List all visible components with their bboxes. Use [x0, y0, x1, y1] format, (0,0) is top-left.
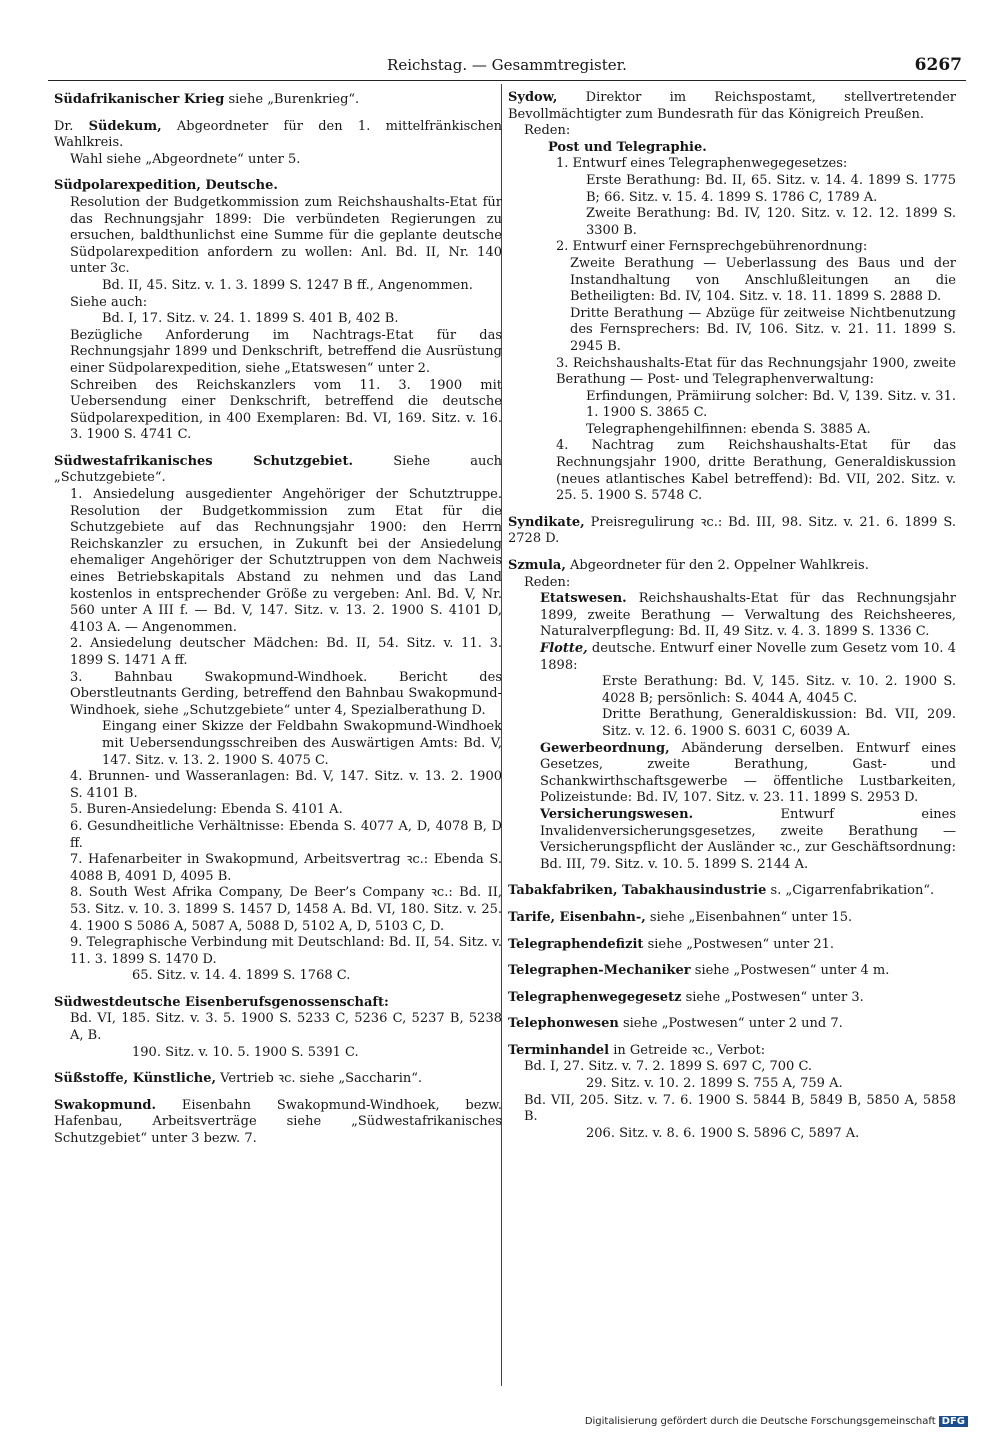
entry-heading: Telegraphendefizit — [508, 936, 644, 952]
index-entry — [54, 119, 502, 169]
entry-line: 8. South West Afrika Company, De Beer’s Company ꝛc.: Bd. II, 53. Sitz. v. 10. 3. 1899 S. 1457 D, 1458 A. Bd. VI, 180. Sitz. v. 25. 4. 1900 S 5086 A, 5087 A, 5088 D, 5102 A, D, 5103 C, D. — [70, 885, 502, 934]
page-number: 6267 — [914, 55, 962, 75]
entry-line: Bd. VI, 185. Sitz. v. 3. 5. 1900 S. 5233 C, 5236 C, 5237 B, 5238 A, B. — [70, 1011, 502, 1044]
entry-heading: Szmula, — [508, 558, 566, 574]
entry-heading: Tarife, Eisenbahn-, — [508, 909, 646, 925]
entry-line: Siehe auch: — [70, 294, 148, 310]
entry-line: Reden: — [524, 123, 571, 139]
index-entry — [54, 454, 502, 985]
subject-heading: Post und Telegraphie. — [548, 139, 707, 155]
index-entry — [508, 515, 956, 548]
subentry-heading: Gewerbeordnung, — [540, 740, 670, 756]
index-entry — [54, 1071, 502, 1088]
credit-text: Digitalisierung gefördert durch die Deutsche Forschungsgemeinschaft — [584, 1416, 936, 1427]
subentry-text: Abänderung derselben. Entwurf eines Gesetzes, zweite Berathung, Gast- und Schankwirthschaftsgewerbe — öffentliche Lustbarkeiten, Polizeistunde: Bd. IV, 107. Sitz. v. 23. 11. 1899 S. 2953 D. — [540, 740, 956, 806]
entry-text: Abgeordneter für den 2. Oppelner Wahlkreis. — [565, 558, 869, 574]
entry-line: Eingang einer Skizze der Feldbahn Swakopmund-Windhoek mit Uebersendungsschreiben des Auswärtigen Amts: Bd. V, 147. Sitz. v. 13. 2. 1900 S. 4075 C. — [102, 719, 502, 768]
entry-line: Schreiben des Reichskanzlers vom 11. 3. 1900 mit Uebersendung einer Denkschrift, betreffend die deutsche Südpolarexpedition, in 400 Exemplaren: Bd. VI, 169. Sitz. v. 16. 3. 1900 S. 4741 C. — [70, 377, 502, 443]
subentry-heading: Versicherungswesen. — [540, 806, 694, 822]
entry-heading: Südafrikanischer Krieg — [54, 92, 225, 107]
entry-line: 4. Brunnen- und Wasseranlagen: Bd. V, 147. Sitz. v. 13. 2. 1900 S. 4101 B. — [70, 769, 502, 801]
entry-prefix: Dr. — [54, 118, 89, 134]
entry-line: Dritte Berathung — Abzüge für zeitweise Nichtbenutzung des Fernsprechers: Bd. IV, 106. Sitz. v. 21. 11. 1899 S. 2945 B. — [570, 305, 956, 354]
entry-line: Bd. VII, 205. Sitz. v. 7. 6. 1900 S. 5844 B, 5849 B, 5850 A, 5858 B. — [524, 1092, 956, 1125]
index-entry — [508, 963, 956, 980]
header-rule — [48, 80, 966, 81]
entry-text: siehe „Eisenbahnen“ unter 15. — [645, 909, 853, 925]
index-entry — [54, 178, 502, 444]
entry-line: Telegraphengehilfinnen: ebenda S. 3885 A. — [586, 421, 871, 437]
index-entry — [508, 883, 956, 900]
entry-text: Abgeordneter für den 1. mittelfränkischen Wahlkreis. — [54, 118, 502, 151]
entry-line: Resolution der Budgetkommission zum Reichshaushalts-Etat für das Rechnungsjahr 1899: Die verbündeten Regierungen zu ersuchen, baldthunlichst eine Summe für die geplante deutsche Südpolarexpedition anfordern zu wollen: Anl. Bd. II, Nr. 140 unter 3c. — [70, 194, 502, 277]
entry-text: in Getreide ꝛc., Verbot: — [609, 1042, 766, 1058]
entry-line: 3. Reichshaushalts-Etat für das Rechnungsjahr 1900, zweite Berathung — Post- und Telegraphenverwaltung: — [556, 355, 956, 388]
entry-heading: Süßstoffe, Künstliche, — [54, 1071, 216, 1087]
entry-heading: Tabakfabriken, Tabakhausindustrie — [508, 883, 767, 899]
left-column — [54, 92, 502, 1158]
entry-text: Vertrieb ꝛc. siehe „Saccharin“. — [216, 1071, 423, 1087]
subentry-heading: Flotte, — [540, 641, 588, 656]
entry-line: 190. Sitz. v. 10. 5. 1900 S. 5391 C. — [132, 1044, 359, 1060]
entry-line: Zweite Berathung: Bd. IV, 120. Sitz. v. 12. 12. 1899 S. 3300 B. — [586, 206, 956, 238]
entry-heading: Südpolarexpedition, Deutsche. — [54, 178, 278, 194]
entry-line: Wahl siehe „Abgeordnete“ unter 5. — [70, 151, 301, 167]
entry-text: Direktor im Reichspostamt, stellvertretender Bevollmächtigter zum Bundesrath für das Königreich Preußen. — [508, 90, 956, 122]
entry-text: siehe „Postwesen“ unter 21. — [643, 936, 834, 952]
subentry — [540, 591, 956, 641]
subentry — [540, 741, 956, 807]
index-entry — [508, 558, 956, 873]
entry-line: 6. Gesundheitliche Verhältnisse: Ebenda S. 4077 A, D, 4078 B, D ff. — [70, 818, 502, 851]
entry-heading: Terminhandel — [508, 1042, 610, 1058]
subentry-text: Entwurf eines Invalidenversicherungsgesetzes, zweite Berathung — Versicherungspflicht der Ausländer ꝛc., zur Geschäftsordnung: Bd. III, 79. Sitz. v. 10. 5. 1899 S. 2144 A. — [540, 806, 956, 872]
index-entry — [54, 92, 502, 109]
entry-line: 1. Entwurf eines Telegraphenwegegesetzes: — [556, 156, 848, 172]
entry-line: 2. Entwurf einer Fernsprechgebührenordnung: — [556, 239, 868, 255]
entry-heading: Swakopmund. — [54, 1097, 157, 1113]
entry-text: siehe „Burenkrieg“. — [224, 92, 360, 107]
entry-heading: Telegraphen-Mechaniker — [508, 963, 691, 979]
subentry-heading: Etatswesen. — [540, 591, 627, 607]
entry-line: Bezügliche Anforderung im Nachtrags-Etat für das Rechnungsjahr 1899 und Denkschrift, betreffend die Ausrüstung einer Südpolarexpedition, siehe „Etatswesen“ unter 2. — [70, 327, 502, 376]
entry-line: Dritte Berathung, Generaldiskussion: Bd. VII, 209. Sitz. v. 12. 6. 1900 S. 6031 C, 6039 A. — [602, 707, 956, 739]
entry-text: s. „Cigarrenfabrikation“. — [766, 883, 935, 899]
index-entry — [508, 1043, 956, 1143]
entry-text: Preisregulirung ꝛc.: Bd. III, 98. Sitz. v. 21. 6. 1899 S. 2728 D. — [508, 514, 956, 547]
subentry-text: deutsche. Entwurf einer Novelle zum Gesetz vom 10. 4 1898: — [540, 641, 956, 673]
entry-text: Siehe auch „Schutzgebiete“. — [54, 453, 502, 486]
entry-heading: Telegraphenwegegesetz — [508, 989, 682, 1005]
entry-line: Bd. I, 17. Sitz. v. 24. 1. 1899 S. 401 B, 402 B. — [102, 311, 399, 327]
entry-line: 5. Buren-Ansiedelung: Ebenda S. 4101 A. — [70, 802, 343, 818]
index-entry — [508, 1016, 956, 1033]
entry-heading: Sydow, — [508, 90, 558, 105]
entry-line: 1. Ansiedelung ausgedienter Angehöriger der Schutztruppe. Resolution der Budgetkommission zum Etat für die Schutzgebiete auf das Rechnungsjahr 1900: den Herrn Reichskanzler zu ersuchen, in Zukunft bei der Ansiedelung ehemaliger Angehöriger der Schutztruppen von dem Nachweis eines Betriebskapitals Abstand zu nehmen und das Land kostenlos in entsprechender Größe zu vergeben: Anl. Bd. V, Nr. 560 unter A III f. — Bd. V, 147. Sitz. v. 13. 2. 1900 S. 4101 D, 4103 A. — Angenommen. — [70, 487, 502, 635]
entry-heading: Südwestafrikanisches Schutzgebiet. — [54, 453, 353, 469]
entry-line: Reden: — [524, 574, 571, 590]
subentry-text: Reichshaushalts-Etat für das Rechnungsjahr 1899, zweite Berathung — Verwaltung des Reichsheeres, Naturalverpflegung: Bd. II, 49 Sitz. v. 4. 3. 1899 S. 1336 C. — [540, 591, 956, 640]
index-entry — [508, 90, 956, 505]
index-entry — [508, 990, 956, 1007]
dfg-logo: DFG — [939, 1416, 968, 1427]
entry-text: siehe „Postwesen“ unter 4 m. — [690, 963, 890, 979]
entry-heading: Südekum, — [88, 118, 162, 134]
right-column — [508, 90, 956, 1152]
subentry — [540, 641, 956, 741]
subentry — [540, 807, 956, 873]
running-title: Reichstag. — Gesammtregister. — [387, 56, 627, 74]
index-entry — [54, 995, 502, 1061]
entry-line: 3. Bahnbau Swakopmund-Windhoek. Bericht des Oberstleutnants Gerding, betreffend den Bahnbau Swakopmund-Windhoek, siehe „Schutzgebiete“ unter 4, Spezialberathung D. — [70, 669, 502, 718]
entry-line: 29. Sitz. v. 10. 2. 1899 S. 755 A, 759 A. — [586, 1076, 843, 1092]
index-entry — [54, 1098, 502, 1148]
entry-text: Eisenbahn Swakopmund-Windhoek, bezw. Hafenbau, Arbeitsverträge siehe „Südwestafrikanisches Schutzgebiet“ unter 3 bezw. 7. — [54, 1097, 502, 1147]
running-header — [48, 56, 966, 78]
entry-line: 4. Nachtrag zum Reichshaushalts-Etat für das Rechnungsjahr 1900, dritte Berathung, Generaldiskussion (neues atlantisches Kabel betreffend): Bd. VII, 202. Sitz. v. 25. 5. 1900 S. 5748 C. — [556, 438, 956, 504]
index-entry — [508, 910, 956, 927]
entry-heading: Syndikate, — [508, 514, 585, 530]
digitization-credit — [585, 1416, 968, 1427]
entry-line: Zweite Berathung — Ueberlassung des Baus und der Instandhaltung von Anschlußleitungen an die Betheiligten: Bd. IV, 104. Sitz. v. 18. 11. 1899 S. 2888 D. — [570, 255, 956, 305]
entry-line: 2. Ansiedelung deutscher Mädchen: Bd. II, 54. Sitz. v. 11. 3. 1899 S. 1471 A ff. — [70, 636, 502, 668]
entry-line: 9. Telegraphische Verbindung mit Deutschland: Bd. II, 54. Sitz. v. 11. 3. 1899 S. 1470 D. — [70, 935, 502, 967]
entry-text: siehe „Postwesen“ unter 2 und 7. — [618, 1016, 843, 1032]
entry-text: siehe „Postwesen“ unter 3. — [681, 989, 864, 1005]
index-entry — [508, 937, 956, 954]
entry-line: 7. Hafenarbeiter in Swakopmund, Arbeitsvertrag ꝛc.: Ebenda S. 4088 B, 4091 D, 4095 B. — [70, 852, 502, 884]
entry-line: Erste Berathung: Bd. V, 145. Sitz. v. 10. 2. 1900 S. 4028 B; persönlich: S. 4044 A, 4045 C. — [602, 674, 956, 706]
entry-line: Erste Berathung: Bd. II, 65. Sitz. v. 14. 4. 1899 S. 1775 B; 66. Sitz. v. 15. 4. 1899 S. 1786 C, 1789 A. — [586, 172, 956, 205]
entry-line: Erfindungen, Prämiirung solcher: Bd. V, 139. Sitz. v. 31. 1. 1900 S. 3865 C. — [586, 388, 956, 421]
entry-line: 65. Sitz. v. 14. 4. 1899 S. 1768 C. — [132, 968, 351, 984]
entry-heading: Südwestdeutsche Eisenberufsgenossenschaft: — [54, 994, 389, 1010]
entry-heading: Telephonwesen — [508, 1016, 619, 1032]
entry-line: Bd. II, 45. Sitz. v. 1. 3. 1899 S. 1247 B ff., Angenommen. — [102, 277, 473, 293]
entry-line: Bd. I, 27. Sitz. v. 7. 2. 1899 S. 697 C, 700 C. — [524, 1059, 813, 1075]
entry-line: 206. Sitz. v. 8. 6. 1900 S. 5896 C, 5897 A. — [586, 1125, 860, 1141]
